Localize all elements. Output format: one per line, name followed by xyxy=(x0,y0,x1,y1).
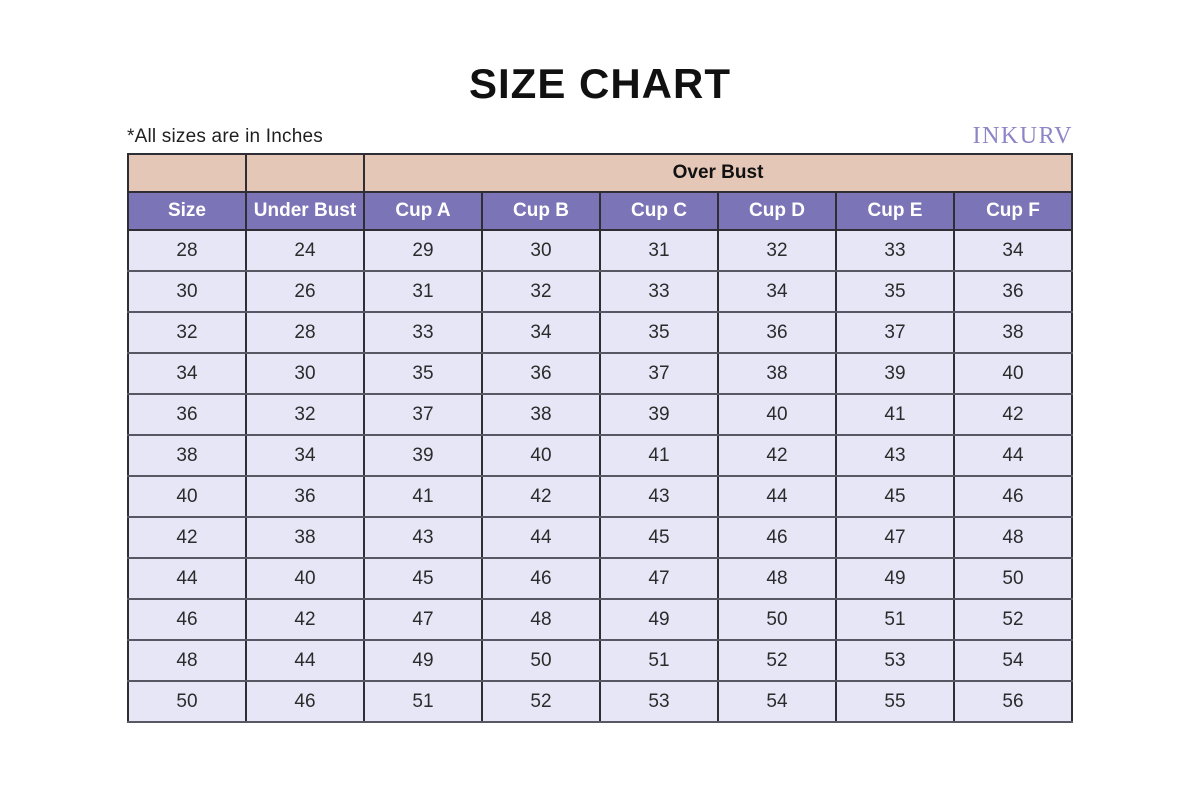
column-header-cup-e: Cup E xyxy=(836,192,954,230)
table-row xyxy=(128,271,1072,312)
table-cell: 49 xyxy=(836,558,954,599)
table-row xyxy=(128,312,1072,353)
table-cell: 50 xyxy=(954,558,1072,599)
table-cell: 40 xyxy=(954,353,1072,394)
corner-cell xyxy=(128,154,246,192)
table-cell: 48 xyxy=(954,517,1072,558)
table-cell: 40 xyxy=(128,476,246,517)
table-row xyxy=(128,435,1072,476)
table-row xyxy=(128,394,1072,435)
table-cell: 56 xyxy=(954,681,1072,722)
table-cell: 34 xyxy=(718,271,836,312)
table-row xyxy=(128,230,1072,271)
column-header-row xyxy=(128,192,1072,230)
over-bust-group-header: Over Bust xyxy=(364,154,1072,192)
column-header-cup-b: Cup B xyxy=(482,192,600,230)
table-cell: 44 xyxy=(246,640,364,681)
table-cell: 45 xyxy=(836,476,954,517)
table-cell: 35 xyxy=(836,271,954,312)
table-cell: 49 xyxy=(600,599,718,640)
table-cell: 46 xyxy=(954,476,1072,517)
table-cell: 48 xyxy=(482,599,600,640)
table-cell: 48 xyxy=(718,558,836,599)
table-cell: 35 xyxy=(364,353,482,394)
table-cell: 44 xyxy=(718,476,836,517)
table-cell: 44 xyxy=(482,517,600,558)
table-cell: 47 xyxy=(364,599,482,640)
table-cell: 36 xyxy=(954,271,1072,312)
table-cell: 46 xyxy=(128,599,246,640)
table-cell: 41 xyxy=(600,435,718,476)
table-cell: 46 xyxy=(246,681,364,722)
size-chart-page xyxy=(127,62,1073,723)
column-header-size: Size xyxy=(128,192,246,230)
table-row xyxy=(128,517,1072,558)
table-row xyxy=(128,558,1072,599)
table-cell: 32 xyxy=(246,394,364,435)
table-cell: 53 xyxy=(600,681,718,722)
table-cell: 43 xyxy=(364,517,482,558)
table-cell: 38 xyxy=(246,517,364,558)
table-cell: 34 xyxy=(482,312,600,353)
table-cell: 49 xyxy=(364,640,482,681)
table-cell: 52 xyxy=(718,640,836,681)
table-row xyxy=(128,599,1072,640)
table-cell: 51 xyxy=(600,640,718,681)
table-cell: 30 xyxy=(128,271,246,312)
table-cell: 38 xyxy=(954,312,1072,353)
table-cell: 34 xyxy=(246,435,364,476)
table-cell: 36 xyxy=(482,353,600,394)
table-cell: 40 xyxy=(718,394,836,435)
table-cell: 42 xyxy=(482,476,600,517)
page-title: SIZE CHART xyxy=(469,60,731,107)
brand-logo: INKURV xyxy=(972,123,1073,150)
table-cell: 44 xyxy=(128,558,246,599)
table-cell: 51 xyxy=(364,681,482,722)
table-cell: 39 xyxy=(836,353,954,394)
table-cell: 30 xyxy=(482,230,600,271)
table-cell: 31 xyxy=(364,271,482,312)
table-cell: 53 xyxy=(836,640,954,681)
subheader xyxy=(127,124,1073,148)
table-cell: 33 xyxy=(836,230,954,271)
table-cell: 50 xyxy=(482,640,600,681)
table-cell: 51 xyxy=(836,599,954,640)
table-cell: 36 xyxy=(246,476,364,517)
table-row xyxy=(128,681,1072,722)
table-cell: 31 xyxy=(600,230,718,271)
table-cell: 42 xyxy=(246,599,364,640)
table-cell: 38 xyxy=(718,353,836,394)
table-cell: 37 xyxy=(600,353,718,394)
column-header-cup-c: Cup C xyxy=(600,192,718,230)
table-cell: 28 xyxy=(246,312,364,353)
table-cell: 50 xyxy=(128,681,246,722)
table-cell: 33 xyxy=(600,271,718,312)
table-cell: 43 xyxy=(600,476,718,517)
table-cell: 39 xyxy=(600,394,718,435)
table-head xyxy=(128,154,1072,230)
table-cell: 36 xyxy=(718,312,836,353)
table-cell: 24 xyxy=(246,230,364,271)
table-cell: 30 xyxy=(246,353,364,394)
table-cell: 37 xyxy=(364,394,482,435)
table-cell: 48 xyxy=(128,640,246,681)
table-cell: 42 xyxy=(718,435,836,476)
units-note: *All sizes are in Inches xyxy=(127,126,323,148)
table-cell: 28 xyxy=(128,230,246,271)
table-cell: 38 xyxy=(482,394,600,435)
table-cell: 46 xyxy=(718,517,836,558)
table-cell: 32 xyxy=(718,230,836,271)
column-header-under-bust: Under Bust xyxy=(246,192,364,230)
table-cell: 50 xyxy=(718,599,836,640)
table-cell: 54 xyxy=(954,640,1072,681)
table-cell: 34 xyxy=(954,230,1072,271)
table-cell: 32 xyxy=(128,312,246,353)
table-cell: 41 xyxy=(836,394,954,435)
table-cell: 47 xyxy=(600,558,718,599)
table-cell: 41 xyxy=(364,476,482,517)
table-cell: 45 xyxy=(364,558,482,599)
table-cell: 43 xyxy=(836,435,954,476)
table-cell: 42 xyxy=(128,517,246,558)
table-row xyxy=(128,640,1072,681)
size-table-body xyxy=(128,230,1072,722)
column-header-cup-a: Cup A xyxy=(364,192,482,230)
table-row xyxy=(128,353,1072,394)
table-cell: 46 xyxy=(482,558,600,599)
column-header-cup-f: Cup F xyxy=(954,192,1072,230)
table-cell: 45 xyxy=(600,517,718,558)
table-cell: 39 xyxy=(364,435,482,476)
size-chart-table xyxy=(127,153,1073,723)
table-cell: 29 xyxy=(364,230,482,271)
table-cell: 52 xyxy=(954,599,1072,640)
column-header-cup-d: Cup D xyxy=(718,192,836,230)
corner-cell xyxy=(246,154,364,192)
table-cell: 37 xyxy=(836,312,954,353)
table-cell: 35 xyxy=(600,312,718,353)
group-header-row xyxy=(128,154,1072,192)
table-cell: 42 xyxy=(954,394,1072,435)
table-cell: 36 xyxy=(128,394,246,435)
table-cell: 32 xyxy=(482,271,600,312)
table-cell: 52 xyxy=(482,681,600,722)
table-cell: 44 xyxy=(954,435,1072,476)
table-cell: 55 xyxy=(836,681,954,722)
table-cell: 26 xyxy=(246,271,364,312)
table-cell: 40 xyxy=(482,435,600,476)
table-row xyxy=(128,476,1072,517)
table-cell: 54 xyxy=(718,681,836,722)
table-cell: 40 xyxy=(246,558,364,599)
table-cell: 38 xyxy=(128,435,246,476)
table-cell: 33 xyxy=(364,312,482,353)
table-cell: 47 xyxy=(836,517,954,558)
table-cell: 34 xyxy=(128,353,246,394)
